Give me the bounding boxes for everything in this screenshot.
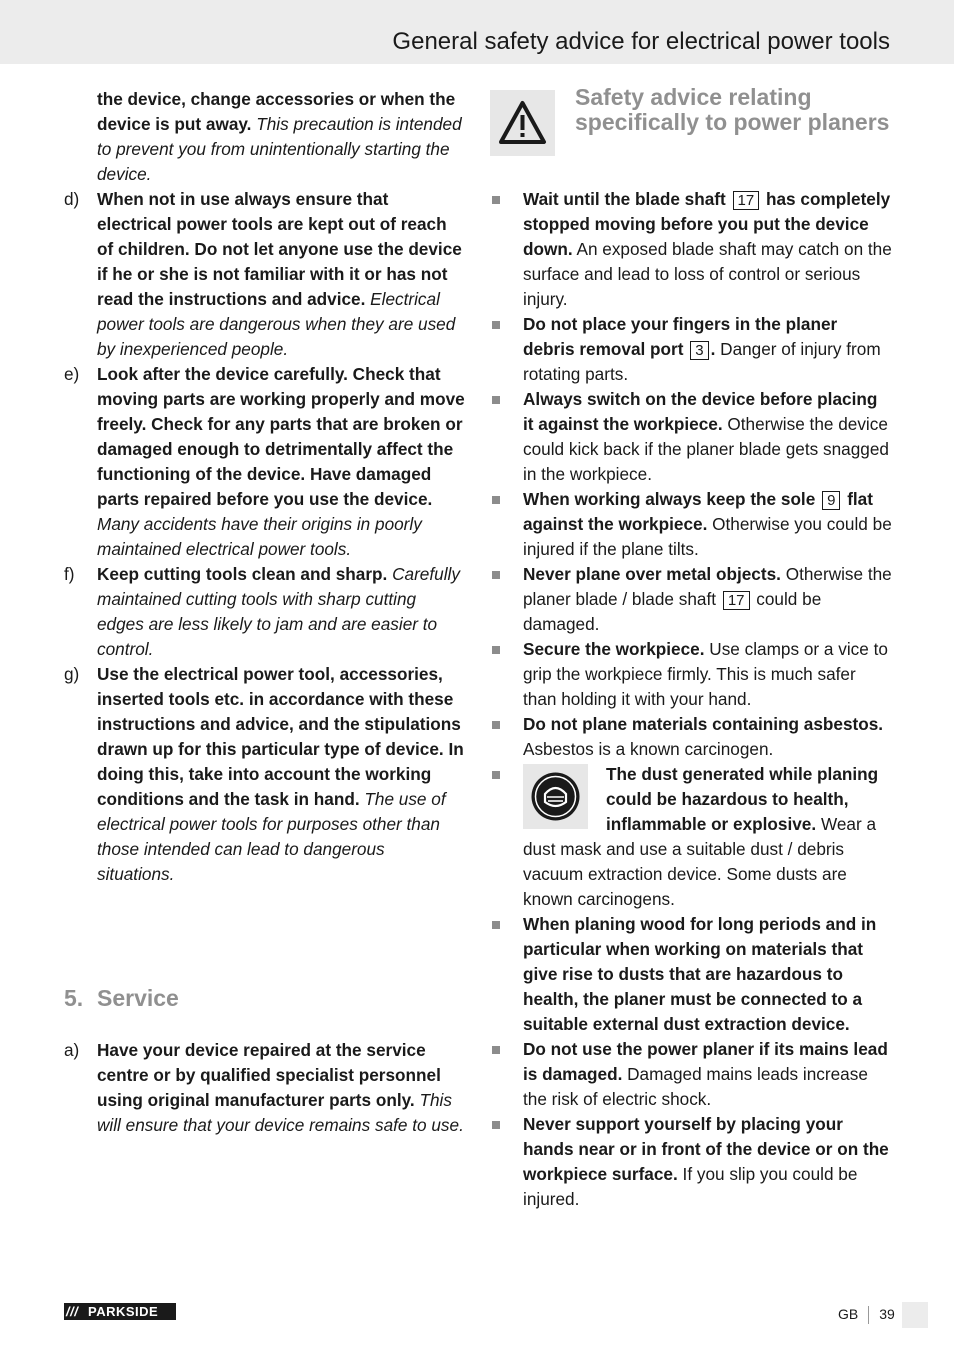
right-column — [490, 187, 892, 1212]
list-item — [490, 562, 892, 637]
item-letter: d) — [64, 189, 80, 209]
item-bold: Look after the device carefully. Check that moving parts are working properly and move freely. Check for any parts that are broken or damaged enough to detrimentally affect the functioning of the device. Have damaged parts repaired before you use the device. — [97, 364, 465, 509]
bold-text: When planing wood for long periods and in particular when working on materials that give rise to dusts that are hazardous to health, the planer must be connected to a suitable external dust extraction device. — [523, 914, 877, 1034]
logo-text: PARKSIDE — [88, 1304, 159, 1319]
bold-text: Always switch on the device before placing it against the workpiece. — [523, 389, 878, 434]
list-item — [490, 762, 892, 912]
body-text: could be damaged. — [523, 589, 822, 634]
page-header — [0, 0, 954, 64]
footer-tab — [902, 1302, 928, 1328]
body-text: Otherwise the device could kick back if the planer blade gets snagged in the workpiece. — [523, 414, 889, 484]
item-letter: g) — [64, 664, 80, 684]
header-title: General safety advice for electrical power tools — [392, 28, 890, 55]
item-italic: Many accidents have their origins in poorly maintained electrical power tools. — [97, 514, 422, 559]
bold-text: Never support yourself by placing your hands near or in front of the device or on the workpiece surface. — [523, 1114, 889, 1184]
language-code: GB — [838, 1306, 859, 1322]
bold-text: Wait until the blade shaft — [523, 189, 726, 209]
section-title: Service — [97, 985, 179, 1011]
part-ref: 3 — [690, 341, 708, 360]
parkside-logo — [64, 1303, 176, 1320]
item-letter: a) — [64, 1040, 80, 1060]
page-footer — [838, 1306, 895, 1324]
planer-section-title: Safety advice relating specifically to power planers — [575, 84, 890, 135]
page-number: 39 — [879, 1306, 895, 1322]
bold-text: Do not place your fingers in the planer debris removal port — [523, 314, 838, 359]
warning-triangle-icon — [490, 90, 555, 156]
body-text: Damaged mains leads increase the risk of electric shock. — [523, 1064, 868, 1109]
bold-text: has completely stopped moving before you put the device down. — [523, 189, 891, 259]
bullet-square — [492, 496, 500, 504]
list-item — [490, 637, 892, 712]
bullet-square — [492, 396, 500, 404]
bold-text: The dust generated while planing could be hazardous to health, inflammable or explosive. — [606, 764, 879, 834]
part-ref: 9 — [822, 491, 840, 510]
item-italic: Carefully maintained cutting tools with sharp cutting edges are less likely to jam and are easier to control. — [97, 564, 460, 659]
bold-text: When working always keep the sole — [523, 489, 816, 509]
footer-divider — [868, 1306, 869, 1324]
item-bold: Have your device repaired at the service centre or by qualified specialist personnel using original manufacturer parts only. — [97, 1040, 441, 1110]
left-column — [64, 87, 466, 887]
item-bold: When not in use always ensure that electrical power tools are kept out of reach of children. Do not let anyone use the device if he or she is not familiar with it or has not read the instructions and advice. — [97, 189, 462, 309]
bold-text: Do not use the power planer if its mains lead is damaged. — [523, 1039, 888, 1084]
dust-mask-icon-box — [523, 764, 588, 829]
dust-mask-icon — [523, 764, 588, 829]
bullet-square — [492, 771, 500, 779]
bullet-square — [492, 721, 500, 729]
section-heading-service — [64, 985, 179, 1012]
bold-text: Do not plane materials containing asbestos. — [523, 714, 884, 734]
body-text: Otherwise the planer blade / blade shaft — [523, 564, 892, 609]
logo-stripes: /// — [66, 1304, 79, 1319]
list-item — [490, 1112, 892, 1212]
bullet-square — [492, 646, 500, 654]
bold-text: Never plane over metal objects. — [523, 564, 781, 584]
list-item — [490, 487, 892, 562]
service-column — [64, 1038, 466, 1138]
list-item-g — [64, 662, 466, 887]
bold-text: Secure the workpiece. — [523, 639, 705, 659]
intro-italic: This precaution is intended to prevent you from unintentionally starting the device. — [97, 114, 462, 184]
list-item — [490, 187, 892, 312]
body-text: Wear a dust mask and use a suitable dust / debris vacuum extraction device. Some dusts are known carcinogens. — [523, 814, 877, 909]
item-italic: Electrical power tools are dangerous when they are used by inexperienced people. — [97, 289, 456, 359]
body-text: Use clamps or a vice to grip the workpiece firmly. This is much safer than holding it with your hand. — [523, 639, 888, 709]
bullet-square — [492, 571, 500, 579]
item-letter: e) — [64, 364, 80, 384]
part-ref: 17 — [723, 591, 750, 610]
list-item — [64, 87, 466, 187]
item-italic: The use of electrical power tools for purposes other than those intended can lead to dangerous situations. — [97, 789, 446, 884]
warning-icon-box — [490, 90, 555, 156]
list-item — [490, 912, 892, 1037]
body-text: Danger of injury from rotating parts. — [523, 339, 881, 384]
list-item — [490, 387, 892, 487]
list-item-a — [64, 1038, 466, 1138]
bullet-square — [492, 321, 500, 329]
intro-bold: the device, change accessories or when the device is put away. — [97, 89, 456, 134]
body-text: Asbestos is a known carcinogen. — [523, 739, 774, 759]
body-text: If you slip you could be injured. — [523, 1164, 858, 1209]
list-item — [490, 1037, 892, 1112]
part-ref: 17 — [733, 191, 760, 210]
item-bold: Use the electrical power tool, accessories, inserted tools etc. in accordance with these instructions and advice, and the stipulations drawn up for this particular type of device. In doing this, take into account the working conditions and the task in hand. — [97, 664, 464, 809]
list-item-d — [64, 187, 466, 362]
bold-text: . — [710, 339, 716, 359]
section-number: 5. — [64, 985, 84, 1011]
item-bold: Keep cutting tools clean and sharp. — [97, 564, 388, 584]
bullet-square — [492, 196, 500, 204]
item-letter: f) — [64, 564, 75, 584]
bullet-square — [492, 921, 500, 929]
item-italic: This will ensure that your device remains safe to use. — [97, 1090, 464, 1135]
list-item-e — [64, 362, 466, 562]
bold-text: flat against the workpiece. — [523, 489, 873, 534]
bullet-square — [492, 1046, 500, 1054]
bullet-square — [492, 1121, 500, 1129]
list-item-f — [64, 562, 466, 662]
body-text: Otherwise you could be injured if the plane tilts. — [523, 514, 892, 559]
list-item — [490, 712, 892, 762]
body-text: An exposed blade shaft may catch on the surface and lead to loss of control or serious injury. — [523, 239, 892, 309]
list-item — [490, 312, 892, 387]
